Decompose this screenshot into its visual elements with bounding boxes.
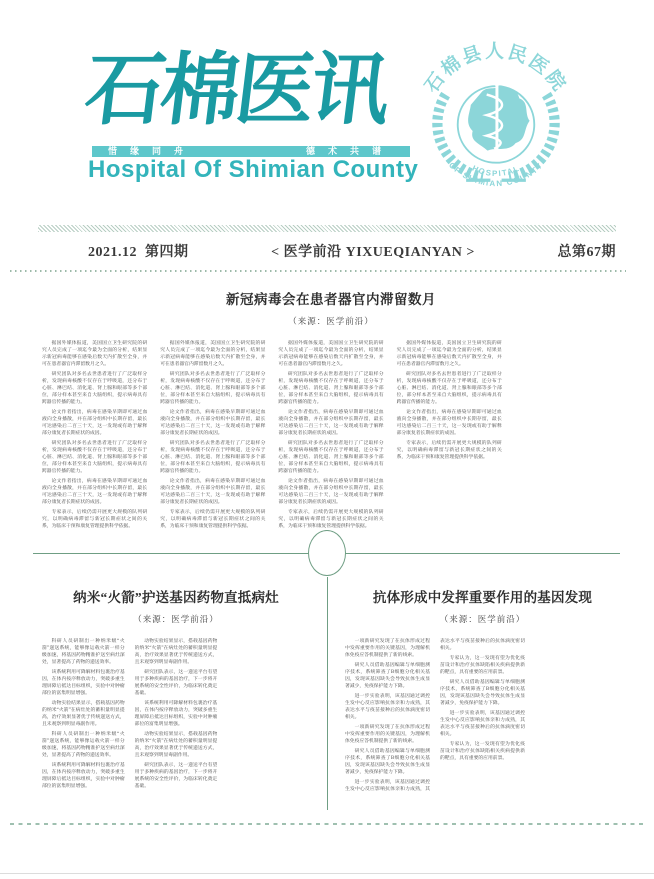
issue-number: 第四期 xyxy=(145,245,189,260)
body-paragraph: 据国外媒体报道，美国国立卫生研究院的研究人员完成了一项迄今最为全面的分析，结果显示新冠病毒能够在感染后数天内扩散至全身，并可在患者器官内滞留数月之久。 xyxy=(42,341,148,367)
body-paragraph: 研究团队对多名去世患者进行了广泛取样分析，发现病毒核酸不仅存在于呼吸道，还分布于心脏、淋巴结、消化道、肾上腺和眼部等多个部位，部分样本甚至来自大脑组织，提示病毒具有跨器官传播的能力。 xyxy=(278,372,384,405)
issue-date-value: 2021.12 xyxy=(88,245,137,260)
body-paragraph: 专家表示，后续仍需开展更大规模的队列研究，以明确病毒滞留与新冠长期症状之间的关系，为临床干预和康复管理提供科学依据。 xyxy=(42,510,148,529)
body-paragraph: 论文作者指出，病毒在感染早期即可通过血液向全身播散，并在部分组织中长期存留，最长可达感染后二百三十天，这一发现或有助于解释部分康复者长期症状的成因。 xyxy=(160,479,266,505)
dashed-divider-bottom xyxy=(10,823,644,825)
logo-arc-bottom-text-2: OF SHIMIAN COUNTY xyxy=(446,160,546,189)
hospital-logo xyxy=(412,33,580,201)
body-paragraph: 科研人员研制出一种纳米级“火箭”递送系统，能够像运载火箭一样分级加速，将基因药物精准护送至病灶深处，显著提高了药物的递送效率。 xyxy=(42,639,125,665)
body-paragraph: 一项新研究发现了在抗体形成过程中发挥重要作用的关键基因，为理解机体免疫应答机制提供了新的线索。 xyxy=(345,725,430,744)
body-paragraph: 该系统利用可降解材料包裹治疗基因，在体内按序释放动力，突破多重生理屏障后抵达目标组织，实验中对肿瘤部位的富集明显增强。 xyxy=(42,670,125,696)
english-title: Hospital Of Shimian County xyxy=(88,156,419,183)
body-paragraph: 研究人员借助基因编辑与单细胞测序技术，系统筛查了B细胞分化相关基因，发现该基因缺失会导致抗体生成显著减少，免疫保护能力下降。 xyxy=(440,680,525,706)
body-paragraph: 论文作者指出，病毒在感染早期即可通过血液向全身播散，并在部分组织中长期存留，最长可达感染后二百三十天，这一发现或有助于解释部分康复者长期症状的成因。 xyxy=(42,479,148,505)
body-paragraph: 研究团队对多名去世患者进行了广泛取样分析，发现病毒核酸不仅存在于呼吸道，还分布于心脏、淋巴结、消化道、肾上腺和眼部等多个部位，部分样本甚至来自大脑组织，提示病毒具有跨器官传播的能力。 xyxy=(42,441,148,474)
body-paragraph: 专家表示，后续仍需开展更大规模的队列研究，以明确病毒滞留与新冠长期症状之间的关系，为临床干预和康复管理提供科学依据。 xyxy=(278,510,384,529)
body-paragraph: 科研人员研制出一种纳米级“火箭”递送系统，能够像运载火箭一样分级加速，将基因药物精准护送至病灶深处，显著提高了药物的递送效率。 xyxy=(42,732,125,758)
body-paragraph: 研究团队对多名去世患者进行了广泛取样分析，发现病毒核酸不仅存在于呼吸道，还分布于心脏、淋巴结、消化道、肾上腺和眼部等多个部位，部分样本甚至来自大脑组织，提示病毒具有跨器官传播的能力。 xyxy=(278,441,384,474)
body-paragraph: 专家认为，这一发现有望为优化疫苗设计和治疗抗体缺陷相关疾病提供新的靶点，具有重要的应用前景。 xyxy=(440,742,525,761)
slogan-right: 德术共谱 xyxy=(305,146,394,156)
article-covid-organs xyxy=(42,288,620,533)
body-paragraph: 动物实验结果显示，搭载基因药物的纳米“火箭”在病灶处的蓄积量明显提高，治疗效果显著优于传统递送方式，且未观察到明显毒副作用。 xyxy=(134,639,218,665)
body-paragraph: 据国外媒体报道，美国国立卫生研究院的研究人员完成了一项迄今最为全面的分析，结果显示新冠病毒能够在感染后数天内扩散至全身，并可在患者器官内滞留数月之久。 xyxy=(396,341,502,367)
body-paragraph: 专家表示，后续仍需开展更大规模的队列研究，以明确病毒滞留与新冠长期症状之间的关系，为临床干预和康复管理提供科学依据。 xyxy=(396,441,502,460)
svg-text:HOSPITAL xyxy=(471,164,522,178)
article-antibody-gene xyxy=(345,586,620,802)
body-paragraph: 专家认为，这一发现有望为优化疫苗设计和治疗抗体缺陷相关疾病提供新的靶点，具有重要的应用前景。 xyxy=(440,656,525,675)
article-2-title: 纳米“火箭”护送基因药物直抵病灶 xyxy=(73,590,279,605)
dotted-divider-top xyxy=(10,270,626,272)
staff-top xyxy=(494,81,500,87)
article-1-title: 新冠病毒会在患者器官内滞留数月 xyxy=(226,292,436,307)
newsletter-title: 石棉医讯 xyxy=(80,43,392,136)
body-paragraph: 据国外媒体报道，美国国立卫生研究院的研究人员完成了一项迄今最为全面的分析，结果显示新冠病毒能够在感染后数天内扩散至全身，并可在患者器官内滞留数月之久。 xyxy=(278,341,384,367)
body-paragraph: 该系统利用可降解材料包裹治疗基因，在体内按序释放动力，突破多重生理屏障后抵达目标组织，实验中对肿瘤部位的富集明显增强。 xyxy=(134,701,218,727)
hospital-emblem-icon xyxy=(412,33,580,201)
body-paragraph: 专家表示，后续仍需开展更大规模的队列研究，以明确病毒滞留与新冠长期症状之间的关系，为临床干预和康复管理提供科学依据。 xyxy=(160,510,266,529)
article-1-body xyxy=(42,340,620,533)
issue-bar xyxy=(42,241,620,261)
logo-arc-top-text: 石棉县人民医院 xyxy=(420,40,572,97)
body-paragraph: 研究人员借助基因编辑与单细胞测序技术，系统筛查了B细胞分化相关基因，发现该基因缺失会导致抗体生成显著减少，免疫保护能力下降。 xyxy=(345,663,430,689)
body-paragraph: 研究团队表示，这一递送平台有望用于多种疾病的基因治疗，下一步将开展系统的安全性评价，为临床转化奠定基础。 xyxy=(134,763,218,789)
body-paragraph: 研究团队对多名去世患者进行了广泛取样分析，发现病毒核酸不仅存在于呼吸道，还分布于心脏、淋巴结、消化道、肾上腺和眼部等多个部位，部分样本甚至来自大脑组织，提示病毒具有跨器官传播的能力。 xyxy=(396,372,502,405)
page-bottom-edge xyxy=(0,873,654,874)
body-paragraph: 进一步实验表明，该基因通过调控生发中心反应影响抗体亲和力成熟，其表达水平与疫苗接种后的抗体滴度密切相关。 xyxy=(345,694,430,720)
section-label: < 医学前沿 YIXUEQIANYAN > xyxy=(271,245,475,260)
article-3-source: （来源：医学前沿） xyxy=(439,614,526,624)
body-paragraph: 研究团队对多名去世患者进行了广泛取样分析，发现病毒核酸不仅存在于呼吸道，还分布于心脏、淋巴结、消化道、肾上腺和眼部等多个部位，部分样本甚至来自大脑组织，提示病毒具有跨器官传播的能力。 xyxy=(160,372,266,405)
issue-date xyxy=(88,241,189,261)
logo-arc-bottom-text-1: HOSPITAL xyxy=(470,163,522,179)
body-paragraph: 论文作者指出，病毒在感染早期即可通过血液向全身播散，并在部分组织中长期存留，最长可达感染后二百三十天，这一发现或有助于解释部分康复者长期症状的成因。 xyxy=(278,410,384,436)
body-paragraph: 论文作者指出，病毒在感染早期即可通过血液向全身播散，并在部分组织中长期存留，最长可达感染后二百三十天，这一发现或有助于解释部分康复者长期症状的成因。 xyxy=(278,479,384,505)
hatched-divider xyxy=(38,225,616,232)
body-paragraph: 该系统利用可降解材料包裹治疗基因，在体内按序释放动力，突破多重生理屏障后抵达目标组织，实验中对肿瘤部位的富集明显增强。 xyxy=(42,763,125,789)
body-paragraph: 据国外媒体报道，美国国立卫生研究院的研究人员完成了一项迄今最为全面的分析，结果显示新冠病毒能够在感染后数天内扩散至全身，并可在患者器官内滞留数月之久。 xyxy=(160,341,266,367)
body-paragraph: 论文作者指出，病毒在感染早期即可通过血液向全身播散，并在部分组织中长期存留，最长可达感染后二百三十天，这一发现或有助于解释部分康复者长期症状的成因。 xyxy=(396,410,502,436)
divider-circle-ornament xyxy=(308,530,346,576)
body-paragraph: 论文作者指出，病毒在感染早期即可通过血液向全身播散，并在部分组织中长期存留，最长可达感染后二百三十天，这一发现或有助于解释部分康复者长期症状的成因。 xyxy=(42,410,148,436)
article-3-title: 抗体形成中发挥重要作用的基因发现 xyxy=(372,590,593,605)
body-paragraph: 研究团队对多名去世患者进行了广泛取样分析，发现病毒核酸不仅存在于呼吸道，还分布于心脏、淋巴结、消化道、肾上腺和眼部等多个部位，部分样本甚至来自大脑组织，提示病毒具有跨器官传播的能力。 xyxy=(160,441,266,474)
slogan-left: 惜缘同舟 xyxy=(108,146,197,156)
article-1-source: （来源：医学前沿） xyxy=(288,316,374,326)
body-paragraph: 进一步实验表明，该基因通过调控生发中心反应影响抗体亲和力成熟，其表达水平与疫苗接种后的抗体滴度密切相关。 xyxy=(345,639,525,792)
article-2-body xyxy=(42,638,310,802)
body-paragraph: 论文作者指出，病毒在感染早期即可通过血液向全身播散，并在部分组织中长期存留，最长可达感染后二百三十天，这一发现或有助于解释部分康复者长期症状的成因。 xyxy=(160,410,266,436)
body-paragraph: 进一步实验表明，该基因通过调控生发中心反应影响抗体亲和力成熟，其表达水平与疫苗接种后的抗体滴度密切相关。 xyxy=(440,711,525,737)
article-2-source: （来源：医学前沿） xyxy=(133,614,219,624)
article-3-body xyxy=(345,638,620,802)
total-issue-number: 总第67期 xyxy=(557,245,616,260)
body-paragraph: 动物实验结果显示，搭载基因药物的纳米“火箭”在病灶处的蓄积量明显提高，治疗效果显著优于传统递送方式，且未观察到明显毒副作用。 xyxy=(134,732,218,758)
body-paragraph: 动物实验结果显示，搭载基因药物的纳米“火箭”在病灶处的蓄积量明显提高，治疗效果显著优于传统递送方式，且未观察到明显毒副作用。 xyxy=(42,701,125,727)
body-paragraph: 研究团队对多名去世患者进行了广泛取样分析，发现病毒核酸不仅存在于呼吸道，还分布于心脏、淋巴结、消化道、肾上腺和眼部等多个部位，部分样本甚至来自大脑组织，提示病毒具有跨器官传播的能力。 xyxy=(42,372,148,405)
body-paragraph: 研究人员借助基因编辑与单细胞测序技术，系统筛查了B细胞分化相关基因，发现该基因缺失会导致抗体生成显著减少，免疫保护能力下降。 xyxy=(345,749,430,775)
article-nano-rocket xyxy=(42,586,310,802)
body-paragraph: 研究团队表示，这一递送平台有望用于多种疾病的基因治疗，下一步将开展系统的安全性评价，为临床转化奠定基础。 xyxy=(134,670,218,696)
column-divider-line xyxy=(327,577,328,810)
body-paragraph: 一项新研究发现了在抗体形成过程中发挥重要作用的关键基因，为理解机体免疫应答机制提供了新的线索。 xyxy=(345,639,430,658)
